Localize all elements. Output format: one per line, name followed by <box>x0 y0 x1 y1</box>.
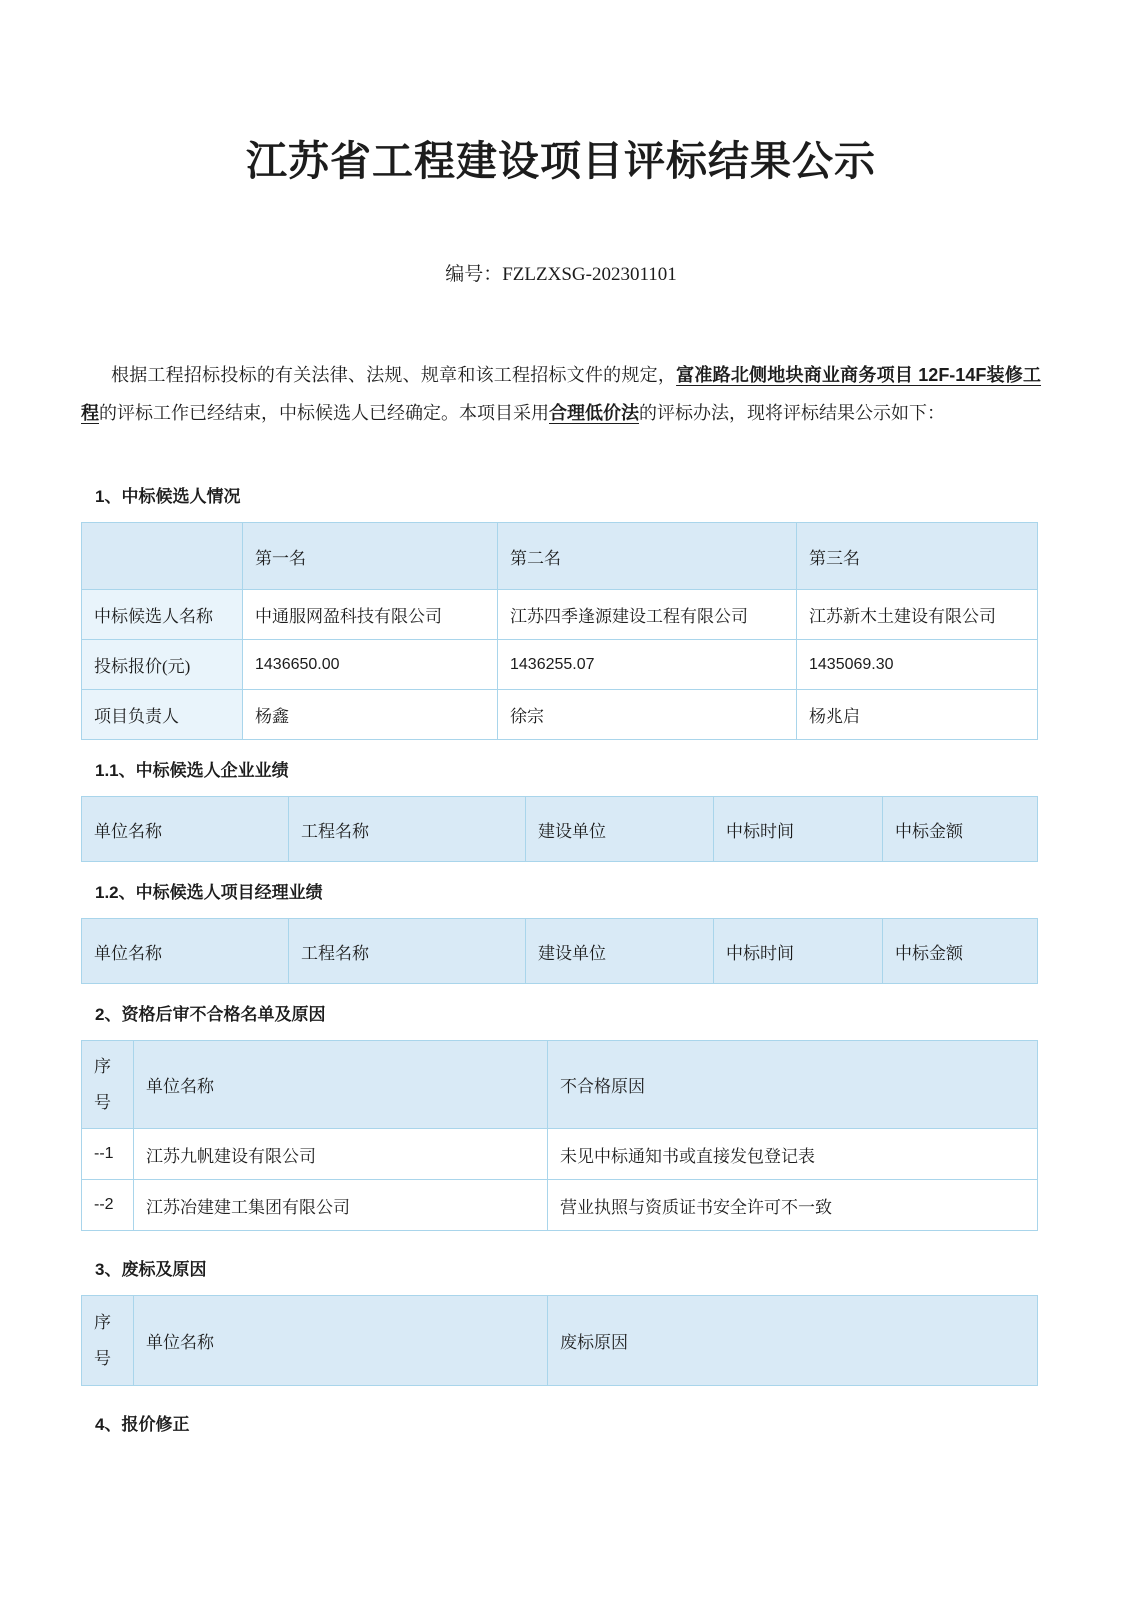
invalid-reason-header-cell: 废标原因 <box>548 1296 1038 1386</box>
award-amount-header-cell: 中标金额 <box>883 919 1038 984</box>
manager-performance-header-row <box>82 919 1038 984</box>
intro-paragraph <box>81 356 1041 432</box>
intro-text-3: 的评标办法，现将评标结果公示如下： <box>639 403 945 423</box>
section-candidates-heading: 1、中标候选人情况 <box>95 487 241 506</box>
disqualified-reason-cell: 未见中标通知书或直接发包登记表 <box>548 1129 1038 1180</box>
candidate-3-name-cell: 江苏新木土建设有限公司 <box>797 590 1038 640</box>
candidate-name-row <box>82 590 1038 640</box>
candidates-table <box>81 522 1038 740</box>
candidate-2-leader-cell: 徐宗 <box>498 690 797 740</box>
rank-1-header-cell: 第一名 <box>243 523 498 590</box>
bid-price-row <box>82 640 1038 690</box>
candidate-3-price-cell: 1435069.30 <box>797 640 1038 690</box>
candidate-1-name-cell: 中通服网盈科技有限公司 <box>243 590 498 640</box>
candidates-header-row <box>82 523 1038 590</box>
row-label-cell: 中标候选人名称 <box>82 590 243 640</box>
section-invalid-bids-heading: 3、废标及原因 <box>95 1260 207 1279</box>
doc-number <box>81 259 1041 286</box>
seq-no-cell: --2 <box>82 1180 134 1231</box>
section-disqualified-heading: 2、资格后审不合格名单及原因 <box>95 1005 326 1024</box>
candidate-2-name-cell: 江苏四季逢源建设工程有限公司 <box>498 590 797 640</box>
enterprise-performance-table <box>81 796 1038 862</box>
section-price-correction-heading: 4、报价修正 <box>95 1415 190 1434</box>
seq-no-header-cell: 序号 <box>82 1041 134 1129</box>
unit-name-header-cell: 单位名称 <box>82 919 289 984</box>
unit-name-header-cell: 单位名称 <box>134 1296 548 1386</box>
manager-performance-table <box>81 918 1038 984</box>
construction-unit-header-cell: 建设单位 <box>526 797 714 862</box>
evaluation-method-highlight: 合理低价法 <box>549 403 639 423</box>
award-amount-header-cell: 中标金额 <box>883 797 1038 862</box>
award-time-header-cell: 中标时间 <box>714 797 883 862</box>
row-label-cell: 项目负责人 <box>82 690 243 740</box>
candidate-1-leader-cell: 杨鑫 <box>243 690 498 740</box>
disqualified-row <box>82 1129 1038 1180</box>
project-leader-row <box>82 690 1038 740</box>
section-enterprise-performance-heading: 1.1、中标候选人企业业绩 <box>95 761 289 780</box>
candidate-3-leader-cell: 杨兆启 <box>797 690 1038 740</box>
construction-unit-header-cell: 建设单位 <box>526 919 714 984</box>
unit-name-header-cell: 单位名称 <box>134 1041 548 1129</box>
candidate-2-price-cell: 1436255.07 <box>498 640 797 690</box>
project-name-header-cell: 工程名称 <box>289 797 526 862</box>
project-name-header-cell: 工程名称 <box>289 919 526 984</box>
doc-number-value: FZLZXSG-202301101 <box>502 264 677 285</box>
seq-no-header-cell: 序号 <box>82 1296 134 1386</box>
intro-text-2: 的评标工作已经结束，中标候选人已经确定。本项目采用 <box>99 403 549 423</box>
invalid-bids-header-row <box>82 1296 1038 1386</box>
section-manager-performance-heading: 1.2、中标候选人项目经理业绩 <box>95 883 323 902</box>
disqualified-reason-cell: 营业执照与资质证书安全许可不一致 <box>548 1180 1038 1231</box>
candidate-1-price-cell: 1436650.00 <box>243 640 498 690</box>
doc-number-label: 编号： <box>445 264 503 285</box>
disqualified-row <box>82 1180 1038 1231</box>
unit-name-header-cell: 单位名称 <box>82 797 289 862</box>
intro-text-1: 根据工程招标投标的有关法律、法规、规章和该工程招标文件的规定， <box>111 365 677 385</box>
rank-3-header-cell: 第三名 <box>797 523 1038 590</box>
rank-2-header-cell: 第二名 <box>498 523 797 590</box>
unit-name-cell: 江苏冶建建工集团有限公司 <box>134 1180 548 1231</box>
disqualified-reason-header-cell: 不合格原因 <box>548 1041 1038 1129</box>
corner-cell <box>82 523 243 590</box>
invalid-bids-table <box>81 1295 1038 1386</box>
seq-no-cell: --1 <box>82 1129 134 1180</box>
project-name-highlight: 富准路北侧地块商业商务项目 12F-14F装修工程 <box>81 365 1042 423</box>
row-label-cell: 投标报价(元) <box>82 640 243 690</box>
disqualified-table <box>81 1040 1038 1231</box>
award-time-header-cell: 中标时间 <box>714 919 883 984</box>
page-title: 江苏省工程建设项目评标结果公示 <box>246 138 876 184</box>
enterprise-performance-header-row <box>82 797 1038 862</box>
unit-name-cell: 江苏九帆建设有限公司 <box>134 1129 548 1180</box>
disqualified-header-row <box>82 1041 1038 1129</box>
